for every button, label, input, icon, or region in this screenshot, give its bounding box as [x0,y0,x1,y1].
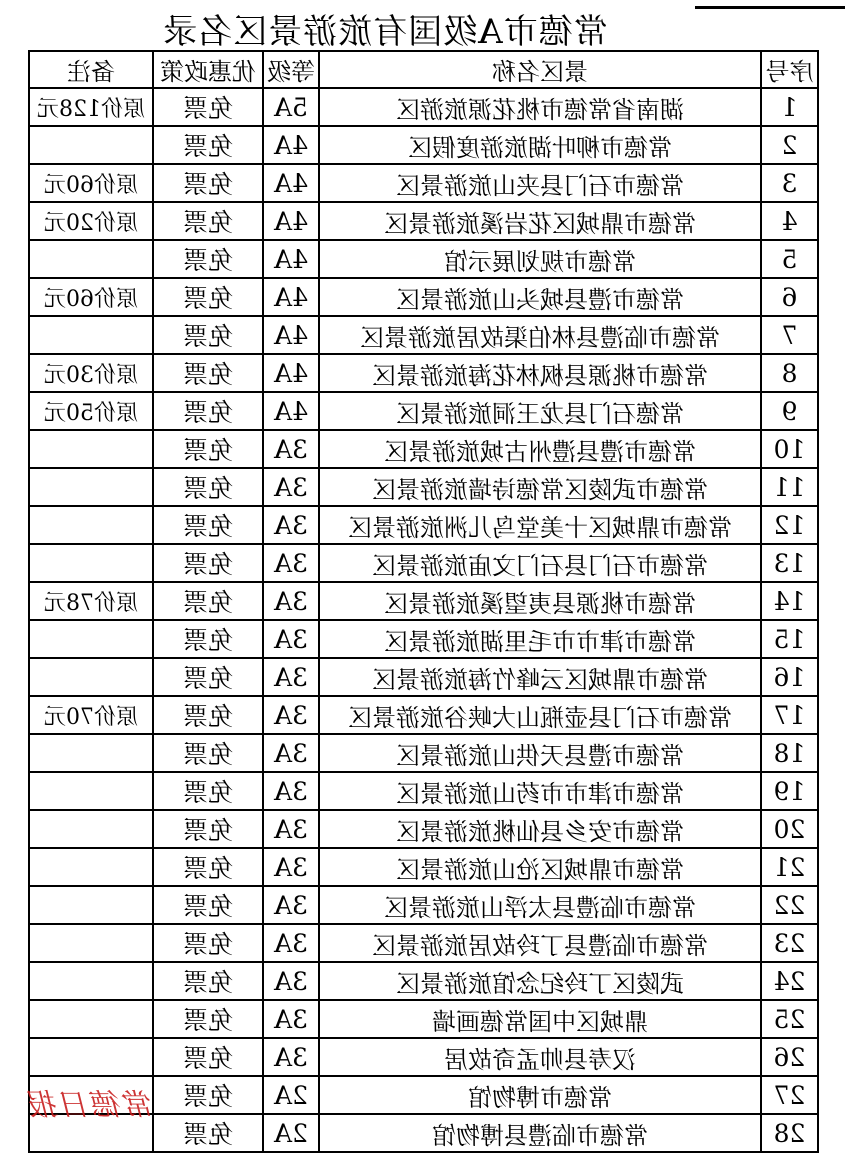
cell-note [29,848,153,886]
cell-note [29,240,153,278]
cell-policy: 免票 [153,658,263,696]
table-row [29,734,818,772]
table-row [29,164,818,202]
cell-note [29,962,153,1000]
cell-note [29,658,153,696]
cell-note [29,468,153,506]
cell-policy: 免票 [153,316,263,354]
cell-note: 原价50元 [29,392,153,430]
cell-note [29,316,153,354]
cell-no: 8 [761,354,818,392]
newspaper-watermark: 常德日报 [27,1088,155,1123]
cell-no: 17 [761,696,818,734]
header-name: 景区名称 [319,51,761,88]
cell-no: 3 [761,164,818,202]
cell-no: 22 [761,886,818,924]
cell-name: 常德市澧县澧州古城旅游景区 [319,430,761,468]
cell-policy: 免票 [153,354,263,392]
cell-note [29,810,153,848]
cell-no: 11 [761,468,818,506]
cell-policy: 免票 [153,544,263,582]
cell-name: 常德市临澧县太浮山旅游景区 [319,886,761,924]
cell-name: 常德市鼎城区云峰竹海旅游景区 [319,658,761,696]
cell-note [29,886,153,924]
cell-note [29,430,153,468]
cell-no: 5 [761,240,818,278]
cell-name: 常德市桃源县夷望溪旅游景区 [319,582,761,620]
cell-name: 常德市津市市药山旅游景区 [319,772,761,810]
table-row [29,848,818,886]
table-row [29,924,818,962]
table-row [29,810,818,848]
cell-no: 25 [761,1000,818,1038]
cell-note: 原价60元 [29,164,153,202]
cell-grade: 4A [263,316,319,354]
cell-note: 原价128元 [29,88,153,126]
table-row [29,544,818,582]
cell-grade: 3A [263,544,319,582]
cell-grade: 4A [263,202,319,240]
table-row [29,620,818,658]
cell-note [29,544,153,582]
table-row [29,88,818,126]
table-row [29,1038,818,1076]
cell-name: 常德市规划展示馆 [319,240,761,278]
header-grade: 等级 [263,51,319,88]
cell-policy: 免票 [153,1076,263,1114]
header-no: 序号 [761,51,818,88]
cell-no: 20 [761,810,818,848]
cell-name: 湖南省常德市桃花源旅游区 [319,88,761,126]
cell-policy: 免票 [153,240,263,278]
cell-no: 1 [761,88,818,126]
header-note: 备注 [29,51,153,88]
cell-no: 19 [761,772,818,810]
cell-no: 23 [761,924,818,962]
table-row [29,506,818,544]
cell-policy: 免票 [153,430,263,468]
cell-note [29,620,153,658]
cell-name: 武陵区丁玲纪念馆旅游景区 [319,962,761,1000]
cell-name: 常德市桃源县枫林花海旅游景区 [319,354,761,392]
cell-name: 常德市武陵区常德诗墙旅游景区 [319,468,761,506]
cell-policy: 免票 [153,962,263,1000]
cell-note: 原价30元 [29,354,153,392]
cell-no: 14 [761,582,818,620]
cell-note [29,1000,153,1038]
cell-grade: 2A [263,1076,319,1114]
cell-grade: 3A [263,924,319,962]
cell-name: 常德市澧县城头山旅游景区 [319,278,761,316]
table-row [29,202,818,240]
cell-grade: 3A [263,810,319,848]
cell-grade: 4A [263,240,319,278]
cell-grade: 3A [263,772,319,810]
table-row [29,886,818,924]
cell-policy: 免票 [153,126,263,164]
cell-note: 原价70元 [29,696,153,734]
cell-name: 鼎城区中国常德画墙 [319,1000,761,1038]
cell-name: 常德市澧县天供山旅游景区 [319,734,761,772]
cell-name: 常德市津市市毛里湖旅游景区 [319,620,761,658]
cell-grade: 3A [263,620,319,658]
cell-policy: 免票 [153,696,263,734]
table-row [29,354,818,392]
cell-policy: 免票 [153,164,263,202]
cell-policy: 免票 [153,278,263,316]
cell-note: 原价60元 [29,278,153,316]
table-row [29,468,818,506]
cell-no: 21 [761,848,818,886]
cell-policy: 免票 [153,810,263,848]
cell-name: 常德市临澧县博物馆 [319,1114,761,1152]
table-row [29,126,818,164]
cell-grade: 3A [263,1000,319,1038]
table-row [29,278,818,316]
scenic-area-table [28,50,819,1153]
cell-policy: 免票 [153,1114,263,1152]
cell-policy: 免票 [153,392,263,430]
cell-note [29,506,153,544]
cell-grade: 3A [263,430,319,468]
cell-grade: 3A [263,658,319,696]
cell-no: 27 [761,1076,818,1114]
cell-grade: 4A [263,392,319,430]
cell-note: 原价78元 [29,582,153,620]
cell-policy: 免票 [153,772,263,810]
cell-note [29,772,153,810]
cell-no: 26 [761,1038,818,1076]
cell-note [29,126,153,164]
cell-no: 4 [761,202,818,240]
cell-policy: 免票 [153,202,263,240]
cell-no: 15 [761,620,818,658]
table-row [29,392,818,430]
cell-name: 常德石门县龙王洞旅游景区 [319,392,761,430]
cell-policy: 免票 [153,468,263,506]
cell-no: 7 [761,316,818,354]
cell-grade: 3A [263,696,319,734]
cell-no: 28 [761,1114,818,1152]
table-row [29,962,818,1000]
cell-name: 汉寿县帅孟奇故居 [319,1038,761,1076]
cell-no: 13 [761,544,818,582]
cell-grade: 3A [263,468,319,506]
table-row [29,658,818,696]
cell-name: 常德市石门县石门文庙旅游景区 [319,544,761,582]
cell-policy: 免票 [153,734,263,772]
cell-grade: 4A [263,354,319,392]
table-row [29,582,818,620]
cell-name: 常德市博物馆 [319,1076,761,1114]
cell-grade: 4A [263,164,319,202]
cell-no: 16 [761,658,818,696]
table-row [29,772,818,810]
cell-grade: 2A [263,1114,319,1152]
cell-no: 9 [761,392,818,430]
cell-name: 常德市临澧县丁玲故居旅游景区 [319,924,761,962]
cell-grade: 3A [263,506,319,544]
cell-grade: 3A [263,582,319,620]
table-row [29,696,818,734]
cell-grade: 4A [263,278,319,316]
cell-no: 12 [761,506,818,544]
cell-no: 2 [761,126,818,164]
table-row [29,316,818,354]
cell-grade: 3A [263,734,319,772]
header-policy: 优惠政策 [153,51,263,88]
table-header-row [29,51,818,88]
cell-no: 10 [761,430,818,468]
cell-policy: 免票 [153,1000,263,1038]
cell-no: 24 [761,962,818,1000]
cell-policy: 免票 [153,886,263,924]
cell-no: 6 [761,278,818,316]
cell-grade: 3A [263,886,319,924]
cell-name: 常德市石门县壶瓶山大峡谷旅游景区 [319,696,761,734]
cell-name: 常德市石门县夹山旅游景区 [319,164,761,202]
cell-note [29,924,153,962]
cell-policy: 免票 [153,924,263,962]
cell-grade: 3A [263,1038,319,1076]
cell-name: 常德市鼎城区花岩溪旅游景区 [319,202,761,240]
cell-name: 常德市柳叶湖旅游度假区 [319,126,761,164]
cell-policy: 免票 [153,848,263,886]
table-row [29,240,818,278]
cell-policy: 免票 [153,620,263,658]
table-row [29,1000,818,1038]
cell-name: 常德市安乡县仙桃旅游景区 [319,810,761,848]
cell-note [29,734,153,772]
cell-grade: 4A [263,126,319,164]
cell-name: 常德市鼎城区十美堂鸟儿洲旅游景区 [319,506,761,544]
cell-policy: 免票 [153,88,263,126]
cell-grade: 5A [263,88,319,126]
document-title: 常德市A级国有旅游景区名录 [162,12,608,52]
cell-no: 18 [761,734,818,772]
cell-grade: 3A [263,848,319,886]
cell-policy: 免票 [153,582,263,620]
cell-name: 常德市鼎城区沧山旅游景区 [319,848,761,886]
cell-note [29,1038,153,1076]
cell-grade: 3A [263,962,319,1000]
cell-note: 原价20元 [29,202,153,240]
cell-policy: 免票 [153,506,263,544]
cell-policy: 免票 [153,1038,263,1076]
top-corner-rule [695,0,845,9]
cell-name: 常德市临澧县林伯渠故居旅游景区 [319,316,761,354]
table-row [29,430,818,468]
